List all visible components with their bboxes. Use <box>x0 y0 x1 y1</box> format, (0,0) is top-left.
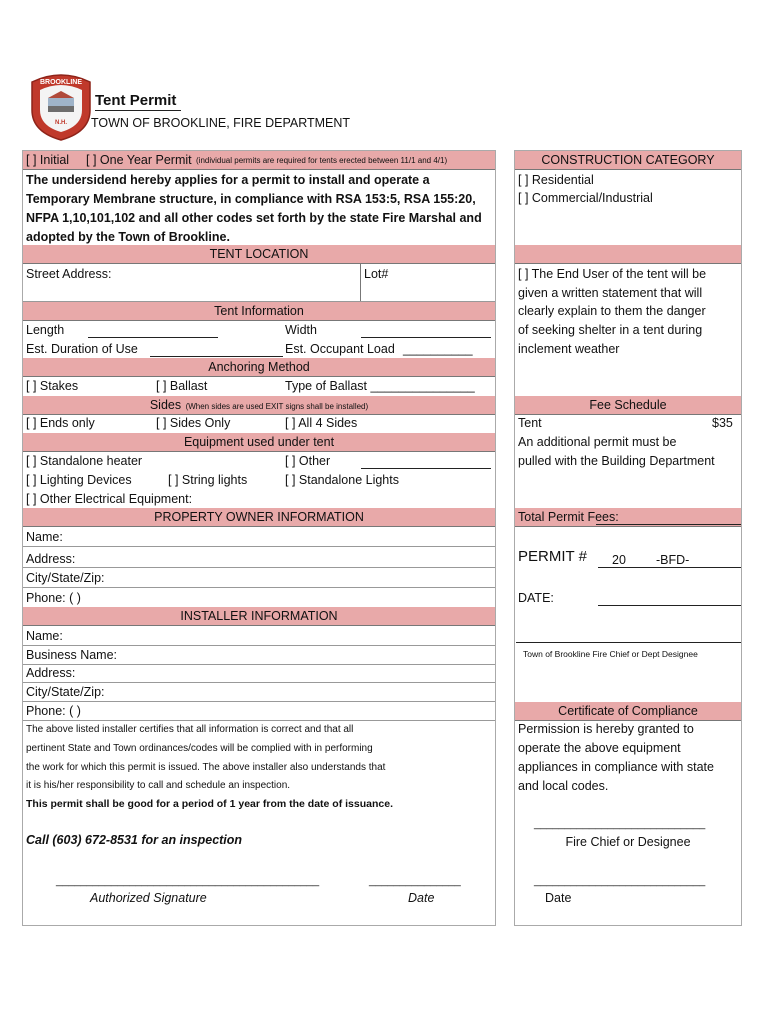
installer-address-label: Address: <box>26 666 76 680</box>
owner-city-label: City/State/Zip: <box>26 571 105 585</box>
inspection-call-text: Call (603) 672-8531 for an inspection <box>26 833 243 847</box>
string-lights-checkbox[interactable]: [ ] String lights <box>168 473 248 487</box>
compliance-line-2: operate the above equipment <box>518 741 681 755</box>
statement-line-4: adopted by the Town of Brookline. <box>26 230 230 244</box>
signature-field[interactable]: ___________________________________________ <box>56 875 320 887</box>
end-user-heading-bar <box>515 245 741 264</box>
ballast-checkbox[interactable]: [ ] Ballast <box>156 379 208 393</box>
equipment-heading: Equipment used under tent <box>183 435 335 449</box>
owner-city-line <box>23 587 495 588</box>
installer-heading: INSTALLER INFORMATION <box>180 609 338 623</box>
good-for-text: This permit shall be good for a period of 1 year from the date of issuance. <box>26 798 393 810</box>
all-sides-checkbox[interactable]: [ ] All 4 Sides <box>285 416 358 430</box>
permit-date-field[interactable] <box>598 605 741 606</box>
width-field[interactable] <box>361 337 491 338</box>
svg-text:N.H.: N.H. <box>55 120 67 126</box>
lighting-checkbox[interactable]: [ ] Lighting Devices <box>26 473 132 487</box>
street-address-label: Street Address: <box>26 267 112 281</box>
initial-checkbox[interactable]: [ ] Initial <box>26 153 70 167</box>
end-user-line-5: inclement weather <box>518 342 620 356</box>
svg-text:BROOKLINE: BROOKLINE <box>40 79 82 86</box>
duration-label: Est. Duration of Use <box>26 342 138 356</box>
fire-dept-logo <box>28 72 94 142</box>
permit-number-field[interactable] <box>598 567 741 568</box>
end-user-line-2: given a written statement that will <box>518 286 703 300</box>
duration-field[interactable] <box>150 356 283 357</box>
width-label: Width <box>285 323 317 337</box>
lot-divider <box>360 264 361 302</box>
end-user-line-3: clearly explain to them the danger <box>518 304 706 318</box>
certify-line-3: the work for which this permit is issued. The above installer also understands that <box>26 762 386 773</box>
certify-line-1: The above listed installer certifies that all information is correct and that all <box>26 724 354 735</box>
compliance-date-label: Date <box>545 891 572 905</box>
designee-signature-field[interactable] <box>516 642 741 643</box>
other-field[interactable] <box>361 468 491 469</box>
permit-date-label: DATE: <box>518 591 554 605</box>
standalone-lights-checkbox[interactable]: [ ] Standalone Lights <box>285 473 399 487</box>
sides-only-checkbox[interactable]: [ ] Sides Only <box>156 416 231 430</box>
signature-date-field[interactable]: _______________ <box>369 875 461 887</box>
compliance-line-1: Permission is hereby granted to <box>518 722 694 736</box>
total-fees-field[interactable] <box>596 524 741 525</box>
compliance-line-4: and local codes. <box>518 779 609 793</box>
owner-address-label: Address: <box>26 552 76 566</box>
designee-label: Town of Brookline Fire Chief or Dept Designee <box>523 649 698 659</box>
owner-name-label: Name: <box>26 530 63 544</box>
signature-date-label: Date <box>408 891 435 905</box>
certify-line-2: pertinent State and Town ordinances/codes will be complied with in performing <box>26 743 373 754</box>
ends-only-checkbox[interactable]: [ ] Ends only <box>26 416 95 430</box>
fee-note-1: An additional permit must be <box>518 435 677 449</box>
anchoring-heading: Anchoring Method <box>208 360 310 374</box>
chief-signature-field[interactable]: ____________________________ <box>534 818 706 830</box>
sides-heading-note: (When sides are used EXIT signs shall be installed) <box>185 402 369 411</box>
title-underline <box>95 110 181 111</box>
sides-heading-text: Sides <box>149 398 182 412</box>
owner-name-line <box>23 546 495 547</box>
installer-phone-label: Phone: ( ) <box>26 704 81 718</box>
stakes-checkbox[interactable]: [ ] Stakes <box>26 379 79 393</box>
fee-heading: Fee Schedule <box>589 398 667 412</box>
sides-heading <box>23 396 495 416</box>
permit-suffix: -BFD- <box>656 553 690 567</box>
tent-info-heading: Tent Information <box>214 304 304 318</box>
compliance-line-3: appliances in compliance with state <box>518 760 714 774</box>
fee-tent-amount: $35 <box>712 416 733 430</box>
chief-label: Fire Chief or Designee <box>565 835 691 849</box>
installer-city-line <box>23 701 495 702</box>
permit-year: 20 <box>612 553 626 567</box>
installer-business-label: Business Name: <box>26 648 118 662</box>
construction-heading: CONSTRUCTION CATEGORY <box>541 153 715 167</box>
other-checkbox[interactable]: [ ] Other <box>285 454 331 468</box>
page-title: Tent Permit <box>95 92 177 109</box>
installer-name-label: Name: <box>26 629 63 643</box>
commercial-checkbox[interactable]: [ ] Commercial/Industrial <box>518 191 653 205</box>
installer-city-label: City/State/Zip: <box>26 685 105 699</box>
owner-address-line <box>23 567 495 568</box>
statement-line-1: The undersidend hereby applies for a permit to install and operate a <box>26 173 430 187</box>
total-fees-label: Total Permit Fees: <box>518 510 619 524</box>
compliance-date-field[interactable]: ____________________________ <box>534 875 706 887</box>
heater-checkbox[interactable]: [ ] Standalone heater <box>26 454 143 468</box>
fire-badge-icon <box>28 72 94 142</box>
permit-type-note: (individual permits are required for tents erected between 11/1 and 4/1) <box>196 156 448 165</box>
tent-location-heading: TENT LOCATION <box>209 247 309 261</box>
length-field[interactable] <box>88 337 218 338</box>
occupant-label: Est. Occupant Load <box>285 342 395 356</box>
occupant-field[interactable]: __________ <box>403 342 473 356</box>
length-label: Length <box>26 323 65 337</box>
fee-note-2: pulled with the Building Department <box>518 454 715 468</box>
page-subtitle: TOWN OF BROOKLINE, FIRE DEPARTMENT <box>91 116 351 130</box>
installer-phone-line <box>23 720 495 721</box>
permit-number-label: PERMIT # <box>518 548 587 565</box>
owner-phone-label: Phone: ( ) <box>26 591 81 605</box>
compliance-heading: Certificate of Compliance <box>558 704 698 718</box>
fee-tent-label: Tent <box>518 416 542 430</box>
electrical-checkbox[interactable]: [ ] Other Electrical Equipment: <box>26 492 193 506</box>
end-user-line-4: of seeking shelter in a tent during <box>518 323 703 337</box>
lot-label: Lot# <box>364 267 389 281</box>
owner-heading: PROPERTY OWNER INFORMATION <box>154 510 364 524</box>
ballast-type-field[interactable]: Type of Ballast _______________ <box>285 379 475 393</box>
residential-checkbox[interactable]: [ ] Residential <box>518 173 594 187</box>
end-user-line-1[interactable]: [ ] The End User of the tent will be <box>518 267 707 281</box>
statement-line-2: Temporary Membrane structure, in compliance with RSA 153:5, RSA 155:20, <box>26 192 476 206</box>
installer-business-line <box>23 664 495 665</box>
statement-line-3: NFPA 1,10,101,102 and all other codes set forth by the state Fire Marshal and <box>26 211 482 225</box>
one-year-checkbox[interactable]: [ ] One Year Permit <box>86 153 192 167</box>
certify-line-4: it is his/her responsibility to call and schedule an inspection. <box>26 780 291 791</box>
signature-label: Authorized Signature <box>90 891 207 905</box>
